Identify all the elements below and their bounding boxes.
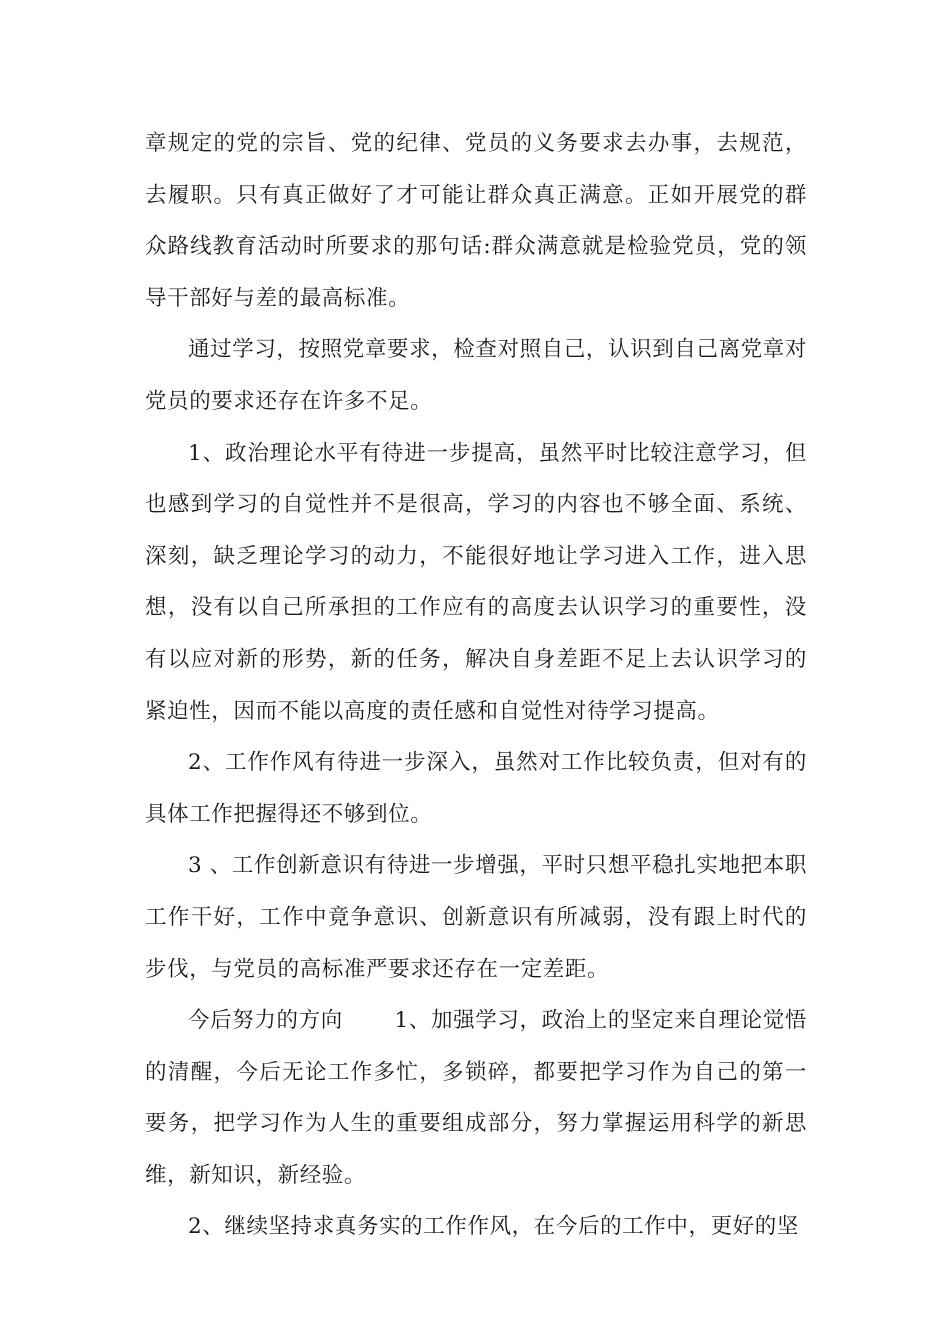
paragraph-continued: 章规定的党的宗旨、党的纪律、党员的义务要求去办事，去规范，去履职。只有真正做好了才可能让群众真正满意。正如开展党的群众路线教育活动时所要求的那句话:群众满意就是检验党员，党的领导干部好与差的最高标准。 xyxy=(145,131,807,311)
paragraph-point-3-innovation: 3 、工作创新意识有待进一步增强，平时只想平稳扎实地把本职工作干好，工作中竟争意识、创新意识有所减弱，没有跟上时代的步伐，与党员的高标准严要求还存在一定差距。 xyxy=(145,853,807,982)
paragraph-future-direction: 今后努力的方向 1、加强学习，政治上的坚定来自理论觉悟的清醒，今后无论工作多忙，多锁碎，都要把学习作为自己的第一要务，把学习作为人生的重要组成部分，努力掌握运用科学的新思维，新知识，新经验。 xyxy=(145,1008,807,1188)
paragraph-point-1-theory: 1、政治理论水平有待进一步提高，虽然平时比较注意学习，但也感到学习的自觉性并不是很高，学习的内容也不够全面、系统、深刻，缺乏理论学习的动力，不能很好地让学习进入工作，进入思想，没有以自己所承担的工作应有的高度去认识学习的重要性，没有以应对新的形势，新的任务，解决自身差距不足上去认识学习的紧迫性，因而不能以高度的责任感和自觉性对待学习提高。 xyxy=(145,440,807,724)
paragraph-future-point-2: 2、继续坚持求真务实的工作作风，在今后的工作中，更好的坚 xyxy=(188,1214,799,1240)
paragraph-self-check: 通过学习，按照党章要求，检查对照自己，认识到自己离党章对党员的要求还存在许多不足。 xyxy=(145,337,807,414)
paragraph-point-2-work-style: 2、工作作风有待进一步深入，虽然对工作比较负责，但对有的具体工作把握得还不够到位。 xyxy=(145,750,807,827)
document-body xyxy=(145,118,807,1253)
